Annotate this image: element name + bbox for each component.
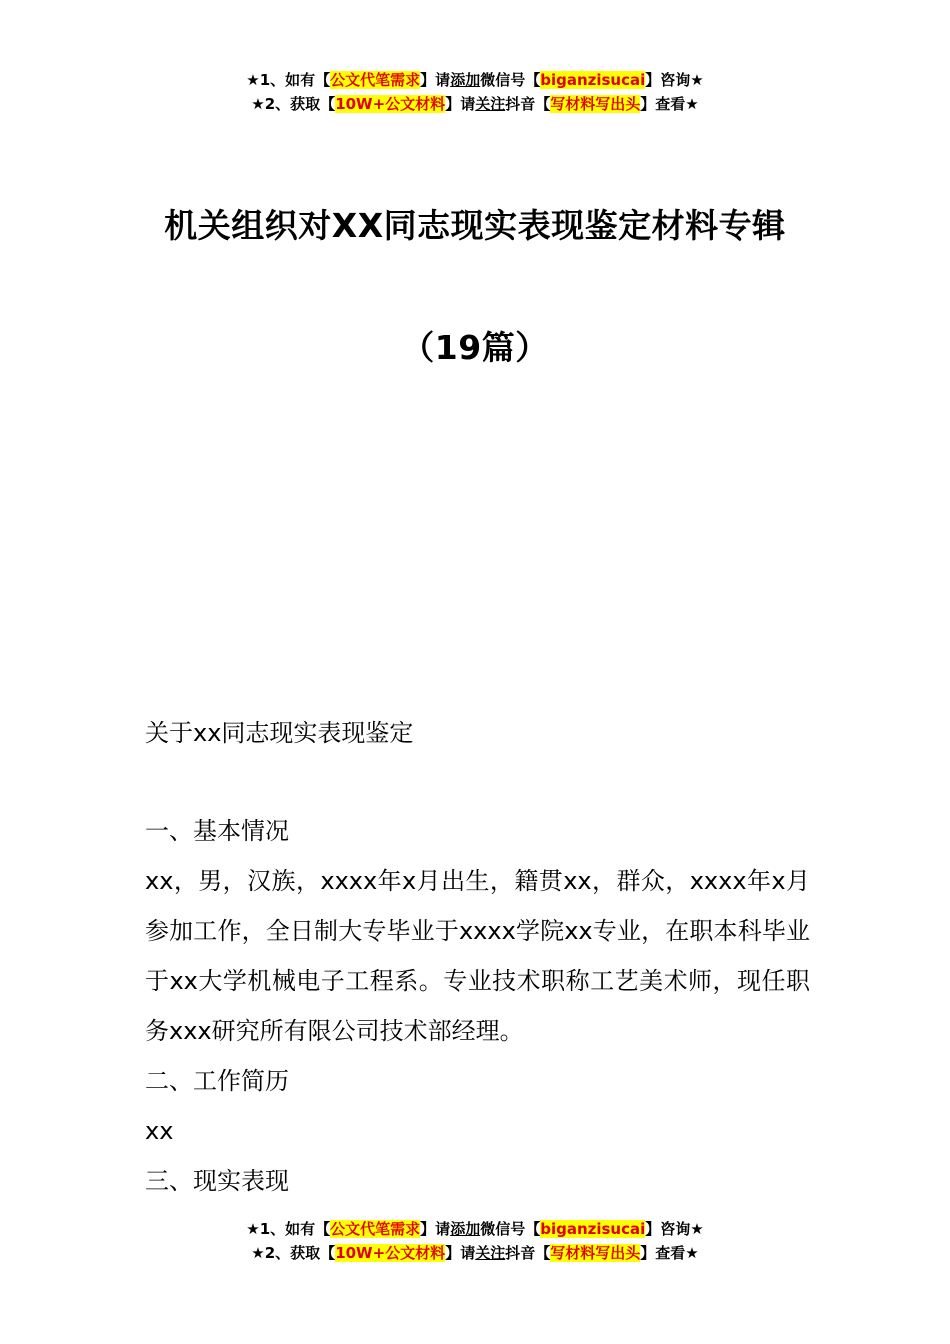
section-2-heading: 二、工作简历 <box>145 1067 289 1095</box>
footer-line-2-middle-1: 】请 <box>445 1244 476 1262</box>
document-body <box>145 806 810 1206</box>
article-title: 关于xx同志现实表现鉴定 <box>145 719 414 747</box>
section-3-heading: 三、现实表现 <box>145 1167 289 1195</box>
footer-line-1-highlight-2: biganzisucai <box>540 1220 646 1238</box>
banner-line-1-underline: 添加 <box>450 71 481 89</box>
section-1-heading: 一、基本情况 <box>145 817 289 845</box>
banner-line-2-middle-1: 】请 <box>445 95 476 113</box>
banner-line-2-highlight-1: 10W+公文材料 <box>335 95 446 113</box>
banner-line-2-middle-2: 抖音【 <box>505 95 551 113</box>
section-2-text: xx <box>145 1117 174 1145</box>
footer-line-2-highlight-1: 10W+公文材料 <box>335 1244 446 1262</box>
section-1-text: xx，男，汉族，xxxx年x月出生，籍贯xx，群众，xxxx年x月参加工作，全日制大专毕业于xxxx学院xx专业，在职本科毕业于xx大学机械电子工程系。专业技术职称工艺美术师，现任职务xxx研究所有限公司技术部经理。 <box>145 867 810 1045</box>
footer-line-1-middle-1: 】请 <box>420 1220 451 1238</box>
footer-line-2 <box>0 1241 950 1265</box>
footer-line-2-prefix: ★2、获取【 <box>251 1244 336 1262</box>
banner-line-1-highlight-1: 公文代笔需求 <box>330 71 421 89</box>
footer-line-1-highlight-1: 公文代笔需求 <box>330 1220 421 1238</box>
document-subtitle: （19篇） <box>401 328 549 367</box>
footer-line-1-prefix: ★1、如有【 <box>246 1220 331 1238</box>
banner-line-1-highlight-2: biganzisucai <box>540 71 646 89</box>
footer-banner <box>0 1217 950 1265</box>
banner-line-2-underline: 关注 <box>475 95 506 113</box>
footer-line-1-middle-2: 微信号【 <box>480 1220 541 1238</box>
banner-line-1-middle-1: 】请 <box>420 71 451 89</box>
banner-line-1-suffix: 】咨询★ <box>645 71 704 89</box>
banner-line-1 <box>0 68 950 92</box>
footer-line-1-underline: 添加 <box>450 1220 481 1238</box>
banner-line-1-prefix: ★1、如有【 <box>246 71 331 89</box>
document-title: 机关组织对XX同志现实表现鉴定材料专辑 <box>164 206 786 245</box>
banner-line-2-highlight-2: 写材料写出头 <box>550 95 641 113</box>
footer-line-2-suffix: 】查看★ <box>640 1244 699 1262</box>
footer-line-1-suffix: 】咨询★ <box>645 1220 704 1238</box>
banner-line-2 <box>0 92 950 116</box>
footer-line-2-middle-2: 抖音【 <box>505 1244 551 1262</box>
footer-line-2-underline: 关注 <box>475 1244 506 1262</box>
footer-line-2-highlight-2: 写材料写出头 <box>550 1244 641 1262</box>
footer-line-1 <box>0 1217 950 1241</box>
banner-line-2-prefix: ★2、获取【 <box>251 95 336 113</box>
header-banner <box>0 68 950 116</box>
banner-line-1-middle-2: 微信号【 <box>480 71 541 89</box>
banner-line-2-suffix: 】查看★ <box>640 95 699 113</box>
